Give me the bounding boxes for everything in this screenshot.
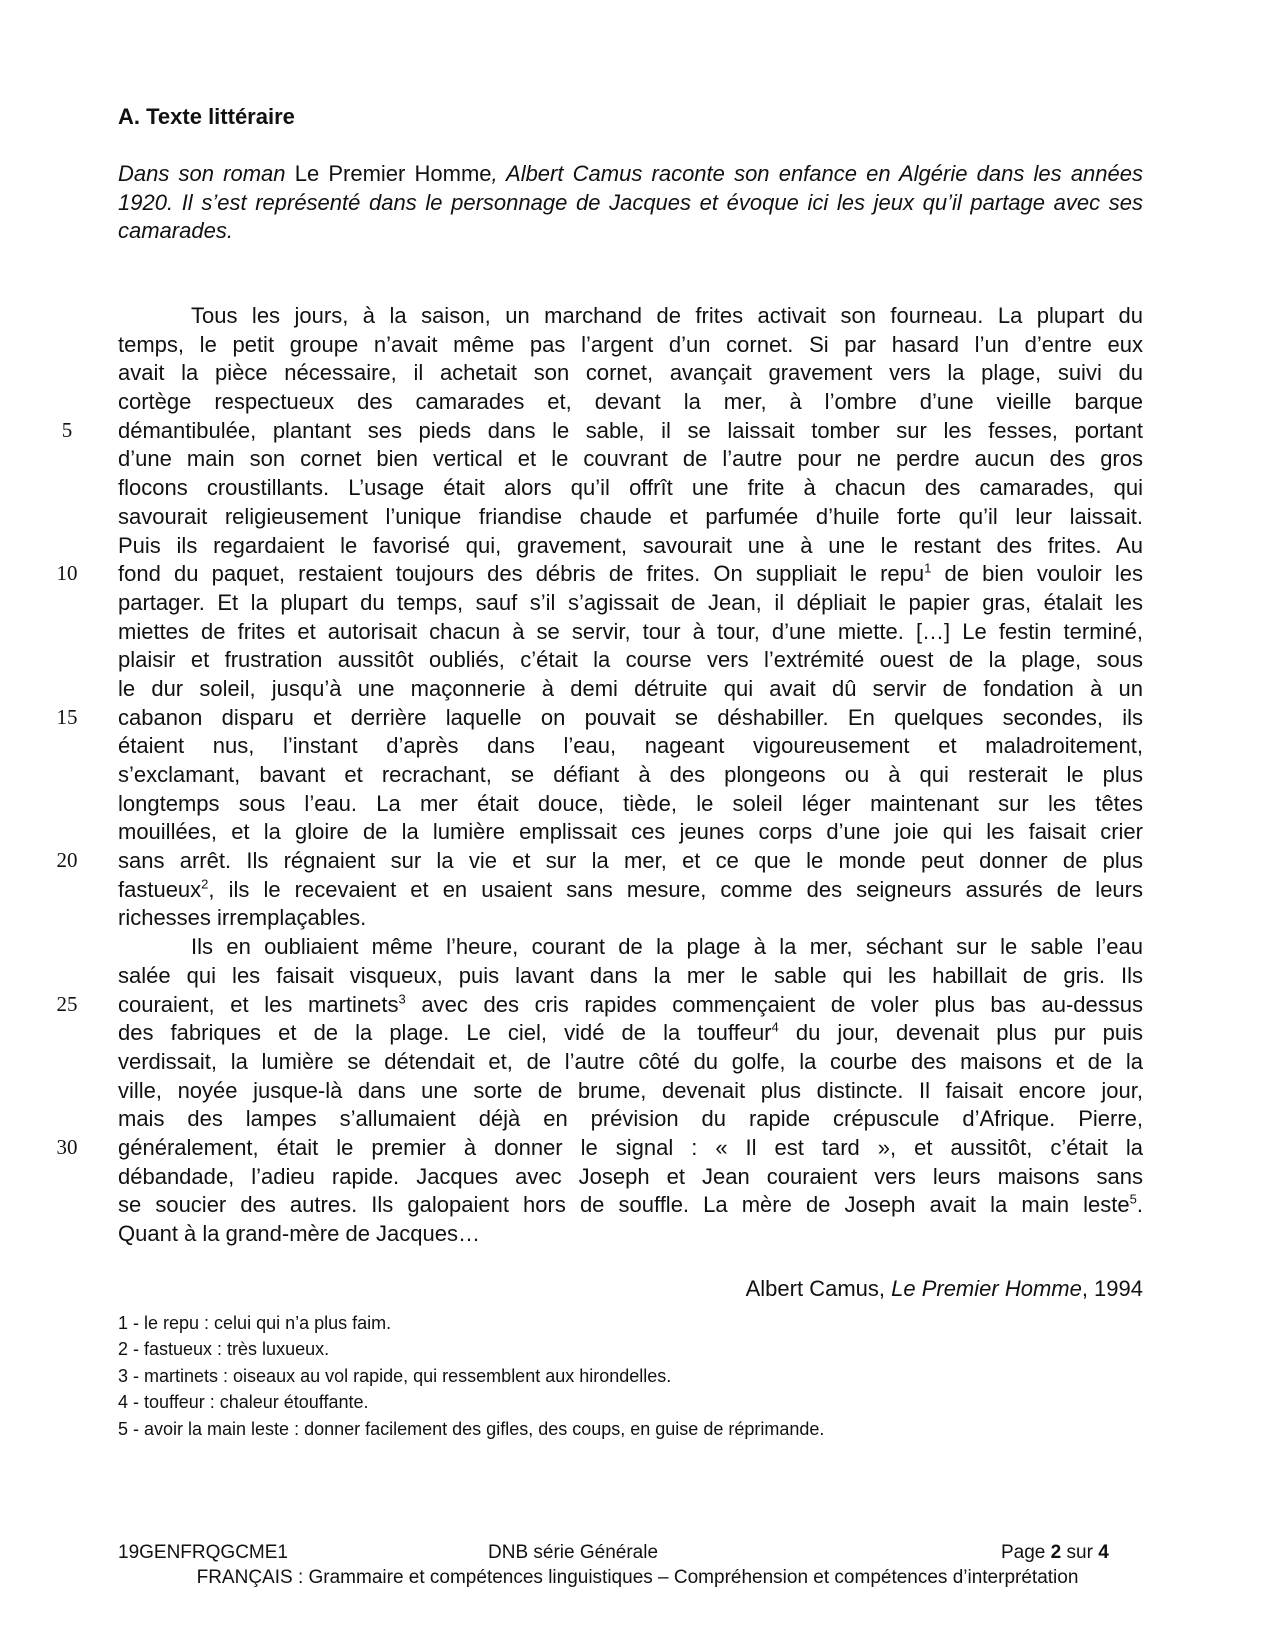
text-line [118, 560, 1143, 589]
text-segment: avec des cris rapides commençaient de voler plus bas au-dessus [405, 991, 1143, 1017]
citation-year: , 1994 [1081, 1276, 1143, 1301]
text-line: temps, le petit groupe n’avait même pas l’argent d’un cornet. Si par hasard l’un d’entre eux [118, 331, 1143, 357]
footnote: 1 - le repu : celui qui n’a plus faim. [118, 1313, 392, 1333]
footnote-ref: 3 [398, 991, 406, 1007]
text-segment: . [1136, 1192, 1143, 1218]
text-line: longtemps sous l’eau. La mer était douce, tiède, le soleil léger maintenant sur les têtes [118, 790, 1143, 816]
intro-text-end: , Albert Camus raconte son enfance en Algérie dans les années 1920. Il s’est représenté dans le personnage de Jacques et évoque ici les jeux qu’il partage avec ses camarades. [118, 161, 1143, 243]
page-label: Page [1001, 1542, 1051, 1563]
page-total: 4 [1098, 1542, 1109, 1563]
text-line: richesses irremplaçables. [118, 905, 367, 931]
citation-author: Albert Camus, [745, 1276, 892, 1301]
footnotes [118, 1310, 824, 1442]
text-line: mouillées, et la gloire de la lumière emplissait ces jeunes corps d’une joie qui les faisait crier [118, 819, 1143, 845]
text-line: sans arrêt. Ils régnaient sur la vie et sur la mer, et ce que le monde peut donner de plus [118, 848, 1143, 874]
line-number: 5 [61, 417, 73, 442]
text-line: s’exclamant, bavant et recrachant, se défiant à des plongeons ou à qui resterait le plus [118, 762, 1143, 787]
page-sep: sur [1061, 1542, 1099, 1563]
footnote: 3 - martinets : oiseaux au vol rapide, qui ressemblent aux hirondelles. [118, 1365, 672, 1386]
exam-code: 19GENFRQGCME1 [118, 1542, 288, 1563]
text-line [118, 1019, 1143, 1048]
page-current: 2 [1050, 1542, 1062, 1563]
text-line: généralement, était le premier à donner le signal : « Il est tard », et aussitôt, c’était la [118, 1134, 1143, 1160]
text-line: verdissait, la lumière se détendait et, de l’autre côté du golfe, la courbe des maisons et de la [118, 1048, 1143, 1074]
page-number [1001, 1540, 1109, 1565]
footnote: 4 - touffeur : chaleur étouffante. [118, 1392, 369, 1413]
text-segment: du jour, devenait plus pur puis [778, 1020, 1143, 1046]
text-line [118, 991, 1143, 1020]
text-line: Ils en oubliaient même l’heure, courant de la plage à la mer, séchant sur le sable l’eau [191, 934, 1143, 960]
text-segment: , ils le recevaient et en usaient sans mesure, comme des seigneurs assurés de leurs [208, 876, 1143, 902]
text-segment: fastueux [118, 876, 202, 902]
footnote-ref: 2 [201, 876, 209, 892]
intro-book-title: Le Premier Homme [294, 161, 492, 186]
text-line: mais des lampes s’allumaient déjà en prévision du rapide crépuscule d’Afrique. Pierre, [118, 1106, 1143, 1132]
footnote: 5 - avoir la main leste : donner facilement des gifles, des coups, en guise de réprimande. [118, 1418, 825, 1439]
text-line: flocons croustillants. L’usage était alors qu’il offrît une frite à chacun des camarades, qui [118, 475, 1143, 501]
citation [746, 1276, 1143, 1302]
citation-title: Le Premier Homme [891, 1276, 1082, 1301]
text-segment: de bien vouloir les [931, 561, 1143, 587]
text-line: Quant à la grand-mère de Jacques… [118, 1221, 480, 1246]
text-line: étaient nus, l’instant d’après dans l’eau, nageant vigoureusement et maladroitement, [118, 733, 1143, 759]
intro-paragraph [118, 160, 1143, 246]
footnote-ref: 1 [924, 560, 932, 576]
text-line: savourait religieusement l’unique friandise chaude et parfumée d’huile forte qu’il leur laissait. [118, 503, 1143, 529]
text-line [118, 1191, 1143, 1220]
line-number: 10 [56, 561, 78, 586]
intro-text-start: Dans son roman [118, 161, 295, 186]
line-number: 25 [56, 991, 78, 1016]
text-line: miettes de frites et autorisait chacun à se servir, tour à tour, d’une miette. […] Le festin terminé, [118, 618, 1143, 644]
line-number: 15 [56, 704, 78, 729]
text-line: partager. Et la plupart du temps, sauf s’il s’agissait de Jean, il dépliait le papier gras, étalait les [118, 589, 1143, 615]
text-line [118, 876, 1143, 905]
text-line: cortège respectueux des camarades et, devant la mer, à l’ombre d’une vieille barque [118, 389, 1143, 415]
footnote: 2 - fastueux : très luxueux. [118, 1339, 330, 1360]
text-segment: fond du paquet, restaient toujours des débris de frites. On suppliait le repu [118, 561, 925, 587]
line-number: 30 [56, 1135, 78, 1160]
text-segment: couraient, et les martinets [118, 991, 399, 1017]
text-line: salée qui les faisait visqueux, puis lavant dans la mer le sable qui les habillait de gris. Ils [118, 962, 1143, 988]
text-line: d’une main son cornet bien vertical et le couvrant de l’autre pour ne perdre aucun des gros [118, 446, 1143, 472]
text-line: ville, noyée jusque-là dans une sorte de brume, devenait plus distincte. Il faisait encore jour, [118, 1077, 1143, 1103]
section-title: A. Texte littéraire [118, 104, 295, 129]
line-number: 20 [56, 848, 78, 873]
text-line: le dur soleil, jusqu’à une maçonnerie à demi détruite qui avait dû servir de fondation à un [118, 675, 1143, 701]
footnote-ref: 4 [771, 1019, 779, 1035]
text-line: avait la pièce nécessaire, il achetait son cornet, avançait gravement vers la plage, suivi du [118, 360, 1143, 386]
text-line: plaisir et frustration aussitôt oubliés, c’était la course vers l’extrémité ouest de la plage, sous [118, 647, 1143, 673]
text-line: cabanon disparu et derrière laquelle on pouvait se déshabiller. En quelques secondes, ils [118, 704, 1143, 730]
text-segment: se soucier des autres. Ils galopaient hors de souffle. La mère de Joseph avait la main leste [118, 1192, 1130, 1218]
text-line: démantibulée, plantant ses pieds dans le sable, il se laissait tomber sur les fesses, portant [118, 417, 1143, 443]
text-line: Puis ils regardaient le favorisé qui, gravement, savourait une à une le restant des frites. Au [118, 532, 1143, 558]
literary-text [118, 302, 1143, 1249]
footnote-ref: 5 [1129, 1191, 1137, 1207]
text-line: Tous les jours, à la saison, un marchand de frites activait son fourneau. La plupart du [191, 303, 1143, 328]
text-segment: des fabriques et de la plage. Le ciel, vidé de la touffeur [118, 1020, 772, 1046]
exam-series: DNB série Générale [488, 1542, 659, 1563]
exam-subject: FRANÇAIS : Grammaire et compétences linguistiques – Compréhension et compétences d’interprétation [196, 1567, 1079, 1588]
text-line: débandade, l’adieu rapide. Jacques avec Joseph et Jean couraient vers leurs maisons sans [118, 1163, 1143, 1189]
